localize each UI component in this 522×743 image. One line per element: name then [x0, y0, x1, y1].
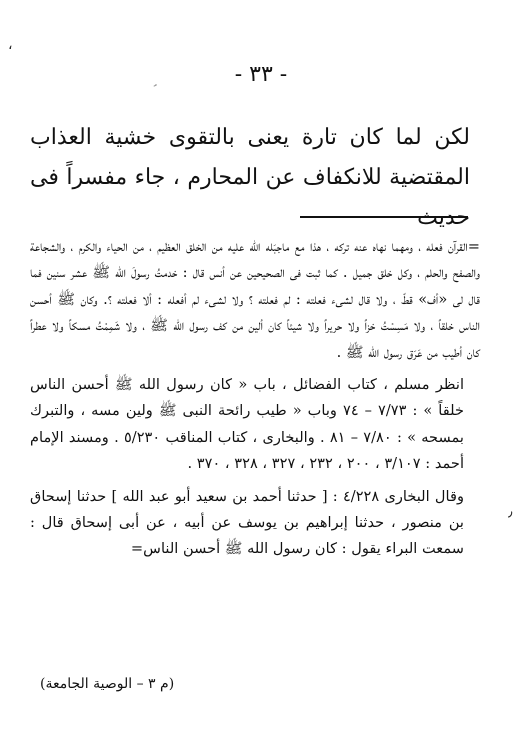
main-text: لكن لما كان تارة يعنى بالتقوى خشية العذاب المقتضية للانكفاف عن المحارم ، جاء مفسراً فى حديث: [30, 125, 470, 230]
margin-mark: ،: [8, 37, 13, 53]
footnote-paragraph: =القرآن فعله ، ومهما نهاه عنه تركه ، هذا مع ماجبَله الله عليه من الخلق العظيم ، من الحياء والكرم ، والشجاعة والصفح والحلم ، وكل خلق جميل . كما ثبت فى الصحيحين عن أنس قال : خدمتُ رسولَ الله ﷺ عشر سنين فما قال لى «أف» قطّ ، ولا قال لشىء فعلته : لم فعلته ؟ ولا لشىء لم أفعله : ألا فعلته ؟. وكان ﷺ أحسن الناس خلقاً ، ولا مَسِسْتُ خزاً ولا حريراً ولا شيئاً كان ألين من كف رسول الله ﷺ ، ولا شَمِمْتُ مسكاً ولا عطراً كان أطيب من عَرَق رسول الله ﷺ .: [30, 238, 481, 361]
page-signature: (م ٣ – الوصية الجامعة): [40, 676, 175, 692]
margin-mark: ٬: [145, 81, 160, 97]
footnote-paragraph: وقال البخارى ٤/٢٢٨ : [ حدثنا أحمد بن سعيد أبو عبد الله ] حدثنا إسحاق بن منصور ، حدثنا إبراهيم بن يوسف عن أبيه ، عن أبى إسحاق قال : سمعت البراء يقول : كان رسول الله ﷺ أحسن الناس=: [30, 487, 464, 558]
footnotes: [30, 234, 480, 563]
footnote-paragraph: انظر مسلم ، كتاب الفضائل ، باب « كان رسول الله ﷺ أحسن الناس خلقاً » : ٧/٧٣ – ٧٤ وباب « طيب رائحة النبى ﷺ ولين مسه ، والتبرك بمسحه » : ٧/٨٠ – ٨١ . والبخارى ، كتاب المناقب ٥/٢٣٠ . ومسند الإمام أحمد : ٣/١٠٧ ، ٢٠٠ ، ٢٣٢ ، ٣٢٧ ، ٣٢٨ ، ٣٧٠ .: [30, 376, 464, 473]
page-number: - ٣٣ -: [234, 62, 288, 87]
footnote-divider: [300, 216, 468, 218]
margin-mark: ٫: [508, 504, 513, 520]
